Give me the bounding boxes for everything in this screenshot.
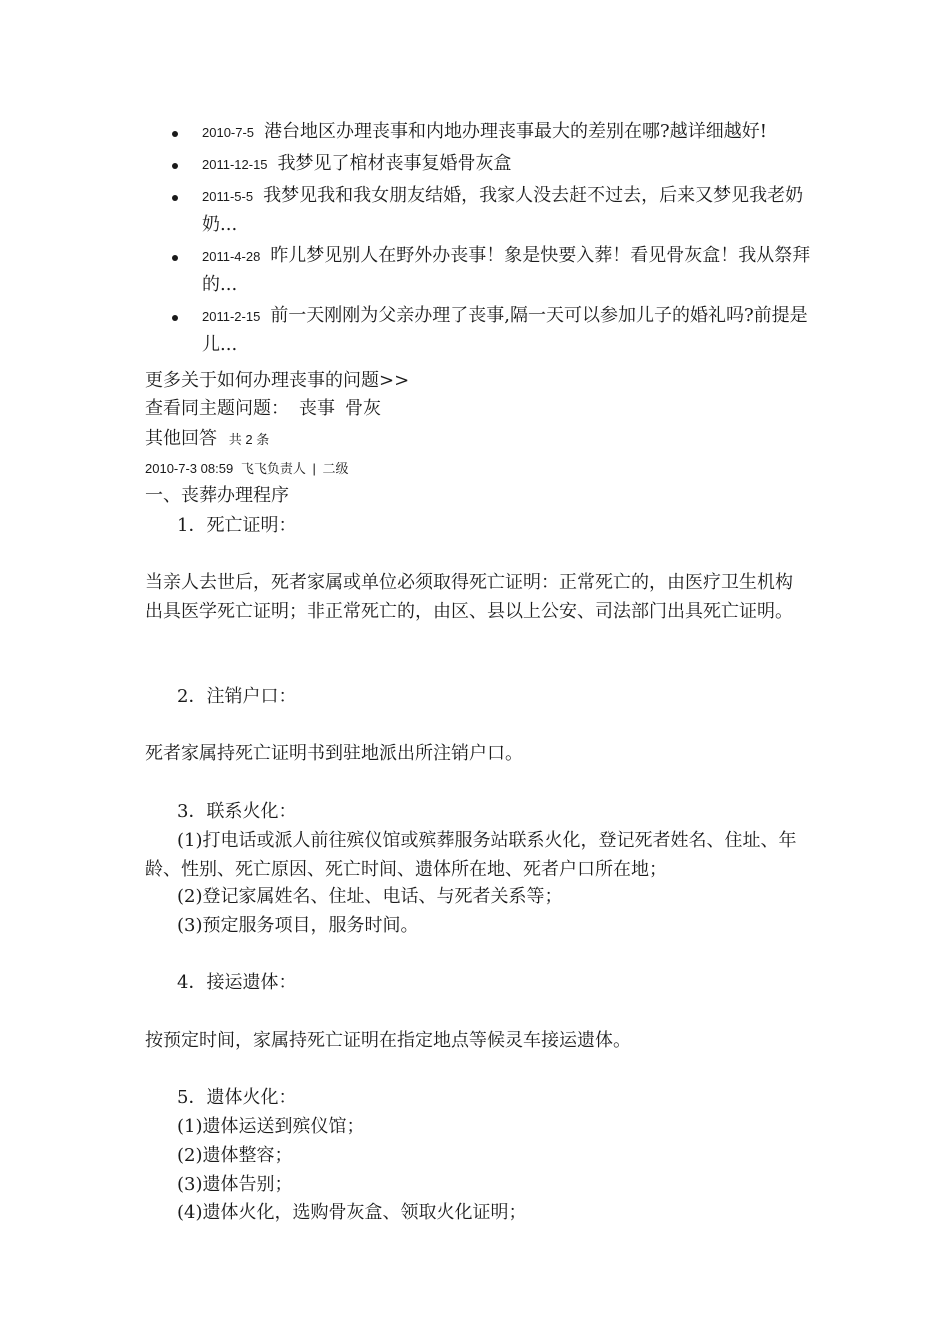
same-topic-label: 查看同主题问题： (145, 398, 289, 419)
answer-level: 二级 (322, 461, 349, 476)
related-question-link[interactable]: 我梦见了棺材丧事复婚骨灰盒 (277, 153, 512, 174)
related-question-date: 2011-2-15 (202, 309, 261, 324)
other-answers-title: 其他回答 (145, 428, 217, 449)
related-question-link[interactable]: 前一天刚刚为父亲办理了丧事,隔一天可以参加儿子的婚礼吗?前提是儿... (202, 305, 808, 355)
related-question-link[interactable]: 昨儿梦见别人在野外办丧事！象是快要入葬！看见骨灰盒！我从祭拜的... (202, 245, 811, 295)
more-questions-link[interactable]: 更多关于如何办理丧事的问题>> (145, 370, 410, 391)
related-question-item[interactable] (168, 242, 818, 299)
related-question-item[interactable] (168, 302, 818, 359)
section-item: (4)遗体火化，选购骨灰盒、领取火化证明； (177, 1202, 527, 1223)
section-title: 2．注销户口： (177, 686, 297, 707)
section-item: (1)打电话或派人前往殡仪馆或殡葬服务站联系火化，登记死者姓名、住址、年龄、性别、死亡原因、死亡时间、遗体所在地、死者户口所在地； (145, 830, 797, 880)
related-question-date: 2010-7-5 (202, 125, 255, 140)
related-question-item[interactable] (168, 118, 818, 147)
section-item: (3)预定服务项目，服务时间。 (177, 915, 419, 936)
section-body: 按预定时间，家属持死亡证明在指定地点等候灵车接运遗体。 (145, 1030, 631, 1051)
other-answers-header (145, 426, 269, 453)
content-heading: 一、丧葬办理程序 (145, 485, 289, 506)
section-title: 3．联系火化： (177, 801, 297, 822)
section-body: 死者家属持死亡证明书到驻地派出所注销户口。 (145, 743, 523, 764)
answer-count: 共 2 条 (228, 432, 270, 447)
same-topic-row (145, 396, 381, 422)
answer-meta (145, 456, 348, 482)
topic-tag[interactable]: 骨灰 (345, 398, 381, 419)
related-question-link[interactable]: 港台地区办理丧事和内地办理丧事最大的差别在哪?越详细越好! (264, 121, 767, 142)
section-title: 1．死亡证明： (177, 515, 297, 536)
answer-author[interactable]: 飞飞负责人 (240, 461, 306, 476)
bullet-icon (172, 255, 178, 261)
related-question-date: 2011-12-15 (202, 157, 268, 172)
section-item: (1)遗体运送到殡仪馆； (177, 1116, 365, 1137)
section-body: 当亲人去世后，死者家属或单位必须取得死亡证明：正常死亡的，由医疗卫生机构出具医学死亡证明；非正常死亡的，由区、县以上公安、司法部门出具死亡证明。 (145, 572, 793, 622)
bullet-icon (172, 131, 178, 137)
section-item: (2)遗体整容； (177, 1145, 293, 1166)
section-title: 4．接运遗体： (177, 972, 297, 993)
related-question-date: 2011-5-5 (202, 189, 254, 204)
bullet-icon (172, 195, 178, 201)
related-questions-list (168, 118, 818, 362)
bullet-icon (172, 163, 178, 169)
related-question-item[interactable] (168, 150, 818, 179)
related-question-date: 2011-4-28 (202, 249, 261, 264)
related-question-link[interactable]: 我梦见我和我女朋友结婚，我家人没去赶不过去，后来又梦见我老奶奶... (202, 185, 804, 235)
section-item: (3)遗体告别； (177, 1174, 293, 1195)
answer-datetime: 2010-7-3 08:59 (145, 461, 234, 476)
topic-tag[interactable]: 丧事 (299, 398, 335, 419)
meta-separator: | (312, 461, 316, 476)
section-title: 5．遗体火化： (177, 1087, 297, 1108)
section-item: (2)登记家属姓名、住址、电话、与死者关系等； (177, 886, 563, 907)
related-question-item[interactable] (168, 182, 818, 239)
bullet-icon (172, 315, 178, 321)
